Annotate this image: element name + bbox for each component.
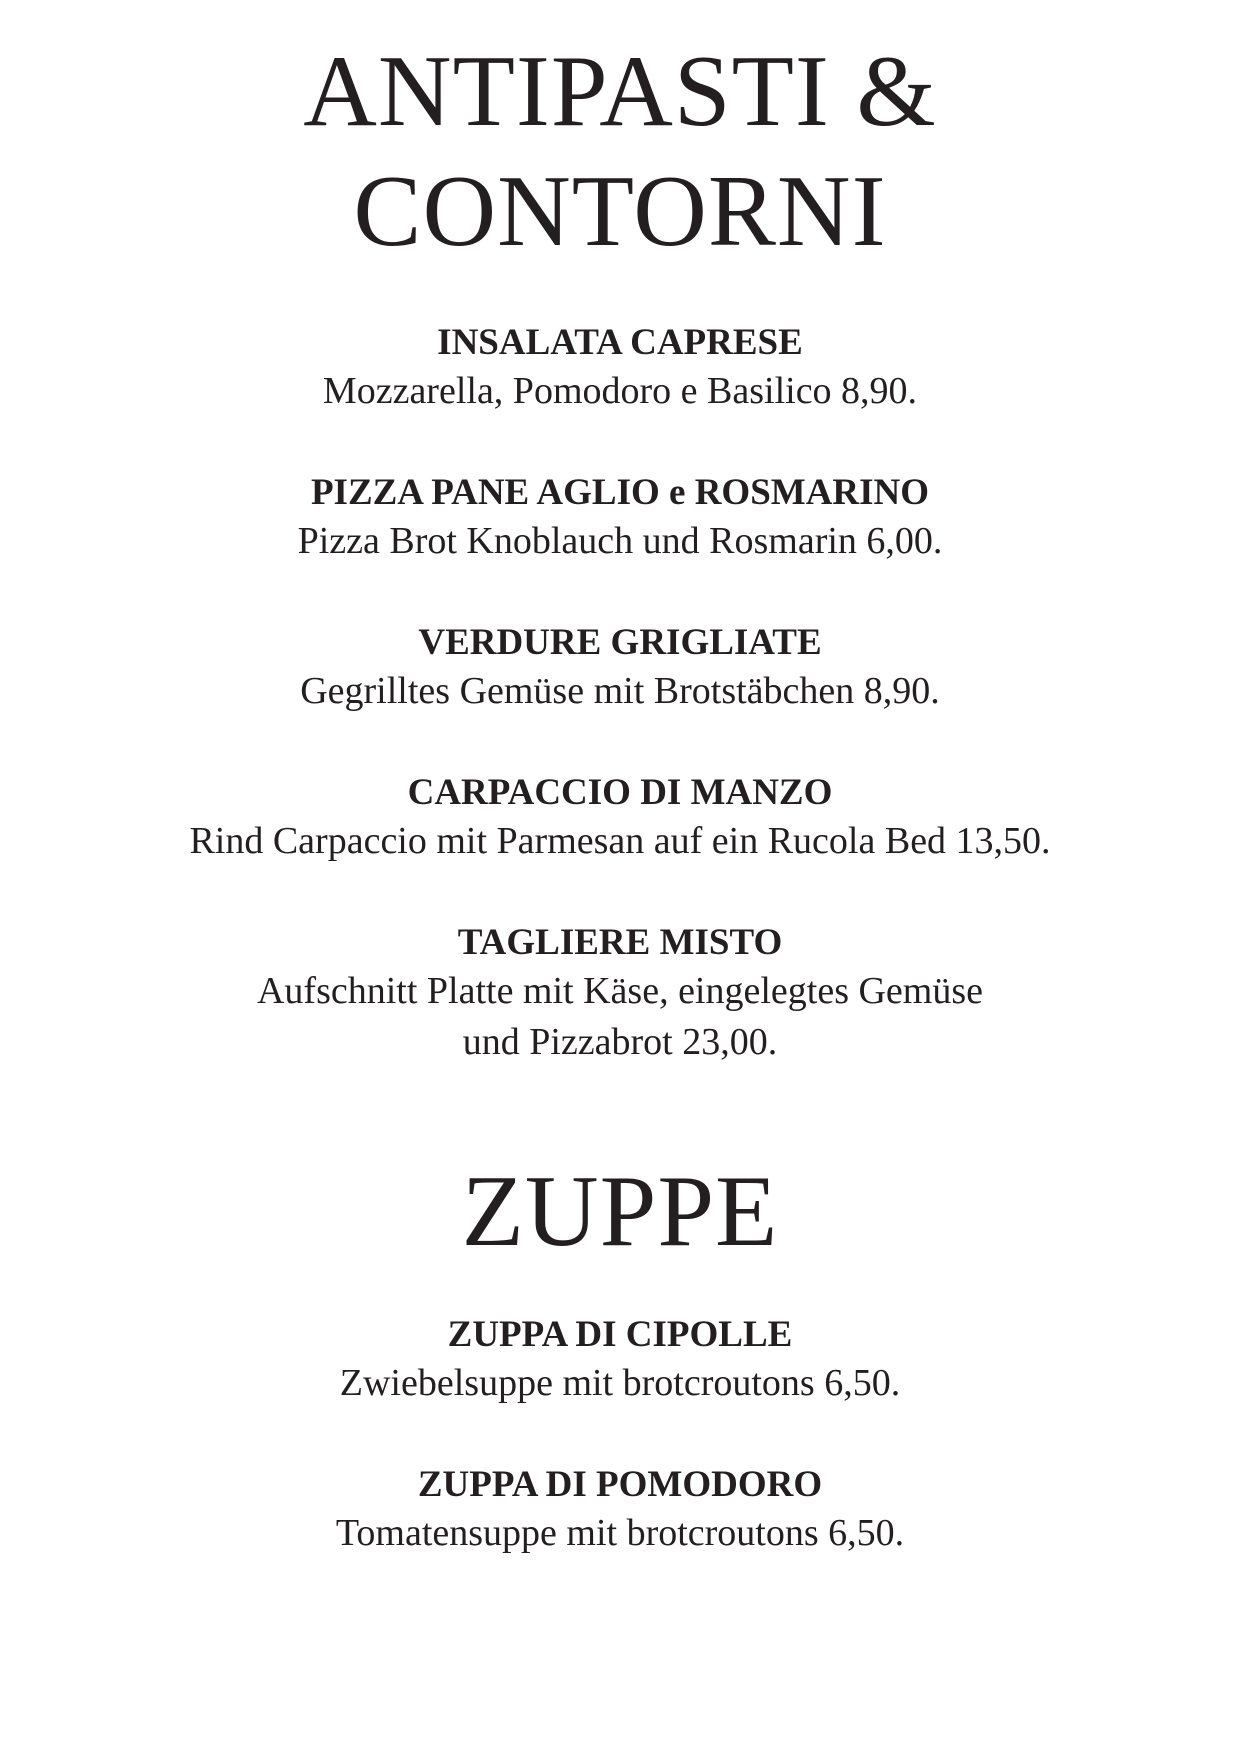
item-description: Mozzarella, Pomodoro e Basilico 8,90. <box>322 370 918 412</box>
item-name: CARPACCIO DI MANZO <box>407 772 833 813</box>
menu-item-insalata-caprese <box>0 320 1240 417</box>
item-description: Pizza Brot Knoblauch und Rosmarin 6,00. <box>297 520 943 562</box>
item-name: TAGLIERE MISTO <box>457 922 783 963</box>
section-title-antipasti <box>0 32 1240 272</box>
menu-item-zuppa-cipolle <box>0 1312 1240 1409</box>
menu-item-pizza-pane <box>0 470 1240 567</box>
item-description: Gegrilltes Gemüse mit Brotstäbchen 8,90. <box>300 670 940 712</box>
item-name: ZUPPA DI CIPOLLE <box>447 1314 793 1355</box>
item-description: Tomatensuppe mit brotcroutons 6,50. <box>335 1512 905 1554</box>
menu-item-tagliere-misto <box>0 920 1240 1068</box>
menu-item-zuppa-pomodoro <box>0 1462 1240 1559</box>
item-name: VERDURE GRIGLIATE <box>418 622 822 663</box>
item-name: PIZZA PANE AGLIO e ROSMARINO <box>310 472 930 513</box>
title-line-2: CONTORNI <box>353 155 887 268</box>
zuppe-list <box>0 1312 1240 1612</box>
title-line-1: ANTIPASTI & <box>303 35 937 148</box>
item-name: ZUPPA DI POMODORO <box>417 1464 823 1505</box>
item-description: Rind Carpaccio mit Parmesan auf ein Rucola Bed 13,50. <box>189 820 1051 862</box>
section-title-zuppe <box>0 1152 1240 1272</box>
item-description: Zwiebelsuppe mit brotcroutons 6,50. <box>339 1362 901 1404</box>
title-line-1: ZUPPE <box>461 1155 779 1268</box>
item-description-line-1: Aufschnitt Platte mit Käse, eingelegtes Gemüse <box>256 970 984 1012</box>
menu-item-verdure-grigliate <box>0 620 1240 717</box>
item-name: INSALATA CAPRESE <box>437 322 803 363</box>
menu-item-carpaccio <box>0 770 1240 867</box>
item-description-line-2: und Pizzabrot 23,00. <box>462 1021 778 1063</box>
antipasti-list <box>0 320 1240 1121</box>
